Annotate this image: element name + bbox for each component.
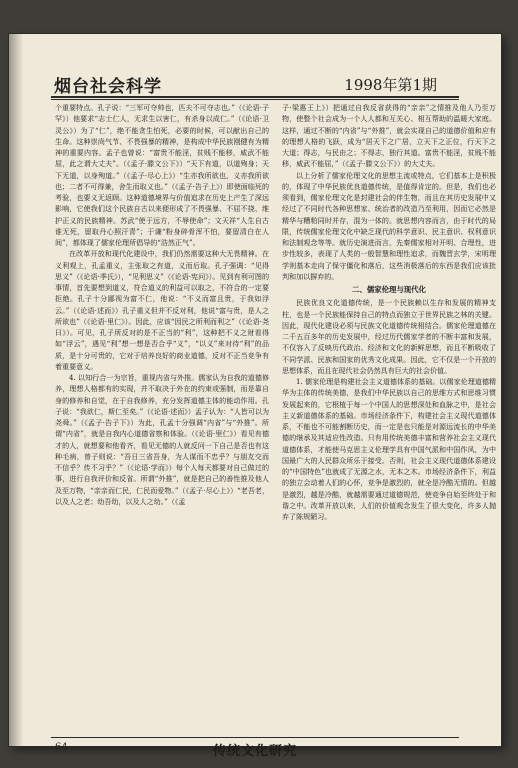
right-paragraph-4: 1. 儒家伦理是构建社会主义道德体系的基础。以儒家伦理道德精华为主体的传统美德，是我们中华民族以自己的思维方式和思维习惯发展起来的，它根植于每一个中国人的思想深处和血脉之中，是社会主义新道德体系的基础。市场经济条件下，构建社会主义现代道德体系，不能也不可能割断历史，而一定是也只能是对源远流长的中华美德的继承及其适应性改造。只有用传统美德丰富和营养社会主义现代道德体系，才能使马克思主义伦理学具有中国气派和中国作风，为中国最广大的人民群众所乐于接受。否则，社会主义现代道德体系建设的“中国特色”也就成了无源之水，无本之木。市场经济条件下，利益的独立会动着人们的心怀，竞争是激烈的，就全是冷酷无情的。但越是激烈，越是冷酷，就越需要通过道德规范，使竞争自始至终处于和谐之中。改革开放以来，人们的价值观念发生了很大变化，许多人抛弃了陈规陋习。	[282, 377, 496, 521]
page-number: 64	[55, 742, 68, 753]
footer-rule	[51, 737, 459, 738]
series-title: 传统文化研究	[212, 744, 297, 759]
journal-title: 烟台社会科学	[54, 77, 162, 97]
header-rule-thin	[51, 99, 459, 100]
left-paragraph-2: 在改革开放和现代化建设中，我们仍然需要这种大无畏精神。在义利观上，孔孟重义，主张取之有道，义而后取。孔子强调：“见得思义”（《论语·季氏》），“见利思义”（《论语·宪问》）。见到有利可图的事情，首先要想到道义，符合道义的利益可以取之，不符合的一定要拒绝。孔子十分鄙视为富不仁，他说：“不义而富且贵，于我如浮云。”（《论语·述而》）孔子重义但并不反对利，他说“富与贵，是人之所欲也”（《论语·里仁》）。因此，应该“因民之所利而利之”（《论语·尧曰》）。可见，孔子所反对的是不正当的“利”，这种把不义之财看得如“浮云”，遇见“利”想一想是否合乎“义”，“以义”来对待“利”的品质，是十分可贵的，它对于培养良好的商业道德，反对不正当竞争有着重要意义。	[55, 249, 269, 371]
header-rule	[51, 96, 459, 98]
left-paragraph-1: 个重要特点。孔子说：“三军可夺帅也，匹夫不可夺志也。”（《论语·子罕》）他要求“志士仁人，无求生以害仁，有杀身以成仁。”（《论语·卫灵公》）为了“仁”，绝不能贪生怕死，必要的时候，可以献出自己的生命。这种崇尚气节、不畏强暴的精神，是构成中华民族刚健有为精神的重要内容。孟子也曾说：“富贵不能淫，贫贱不能移，威武不能屈，此之谓大丈夫”。（《孟子·滕文公下》）“天下有道，以道殉身；天下无道，以身殉道。”（《孟子·尽心上》）“生亦我所欲也，义亦我所欲也；二者不可得兼，舍生而取义也。”（《孟子·告子上》）即使面临死的考验，也要义无返顾。这种道德境界与价值追求在历史上产生了深远影响，它使我们这个民族自古以来便形成了不畏强暴、不屈不挠、维护正义的民族精神。苏武“使于远方，不辱使命”；文天祥“人生自古谁无死，留取丹心照汗青”；于谦“粉身碎骨浑不怕，要留清白在人间”，都体现了儒家伦理所倡导的“浩然正气”。	[55, 103, 269, 247]
right-column	[282, 102, 496, 737]
issue-label: 1998年第1期	[344, 76, 437, 94]
left-paragraph-3: 4. 以知行合一为宗旨，重视内省与外推。儒家认为自我的道德修养，理想人格都有的实现，并不取决于外在的约束或强制，而是靠自身的修养和自觉，在于自我修养，充分发挥道德主体的能动作用。孔子说：“我欲仁，斯仁至矣。”（《论语·述而》）孟子认为：“人皆可以为尧舜。”（《孟子·告子下》）为此，孔孟十分强调“内省”与“外推”。所谓“内省”，就是自我内心道德省察和体验。（《论语·里仁》）看见有德才的人，就想要和他看齐，看见无德的人就反问一下自己是否也有这种毛病，曾子则说：“吾日三省吾身，为人谋而不忠乎？与朋友交而不信乎？传不习乎？”（《论语·学而》）每个人每天都要对自己做过的事，进行自我评价和反省。所谓“外推”，就是把自己的善性推及他人及至万物，“亲亲而仁民，仁民而爱物。”（《孟子·尽心上》）“老吾老，以及人之老；幼吾幼，以及人之幼。”（《孟	[55, 373, 269, 506]
journal-page	[9, 34, 501, 759]
left-column	[55, 102, 269, 737]
right-paragraph-3: 民族优良文化道德传统，是一个民族赖以生存和发展的精神支柱，也是一个民族能保持自己的特点而独立于世界民族之林的关键。因此，现代化建设必须与民族文化道德传统相结合。儒家伦理道德在二千五百多年的历史发展中，经过历代儒家学者的不断丰富和发展，不仅容入了反映历代政治、经济和文化的新鲜思想，而且不断吸收了不同学派、民族和国家的优秀文化成果。因此，它不仅是一个开放的思想体系，而且在现代社会仍然具有巨大的社会价值。	[282, 298, 496, 375]
page-binding-shadow	[9, 34, 23, 746]
right-paragraph-1: 子·梁惠王上》）把通过自我反省获得的“亲亲”之情推及他人乃至万物，使整个社会成为一个人人都和互关心、相互帮助的温暖大家庭。这样，通过不断的“内省”与“外推”，就会实现自己的道德价值和应有的理想人格的飞跃，成为“居天下之广居，立天下之正位，行天下之大道；得志，与民由之；不得志，独行其道。富贵不能淫，贫贱不能移，威武不能屈，”（《孟子·滕文公下》）的大丈夫。	[282, 103, 496, 169]
section-heading: 二、儒家伦理与现代化	[352, 285, 426, 294]
right-paragraph-2: 以上分析了儒家伦理文化的思想主流或特点，它们基本上是积极的，体现了中华民族优良道德传统，是值得肯定的。但是，我们也必须看到，儒家伦理文化是封建社会的伴生物，而且在其历史发展中又经过了不同时代各种思想家、统治者的改造乃至利用，因而它必然是精华与糟粕同时并存，混为一体的。就思想内容而言，由于时代的局限，传统儒家伦理文化中缺乏现代的科学意识、民主意识、权利意识和法制观念等等。就历史演进而言，先秦儒家相对开明、合理性，进步性较多，表现了人类的一般智慧和理性追求，而魏晋玄学，宋明理学则基本走向了保守僵化和落后，这些消极落后的东西是我们应该批判和加以摒弃的。	[282, 170, 496, 281]
